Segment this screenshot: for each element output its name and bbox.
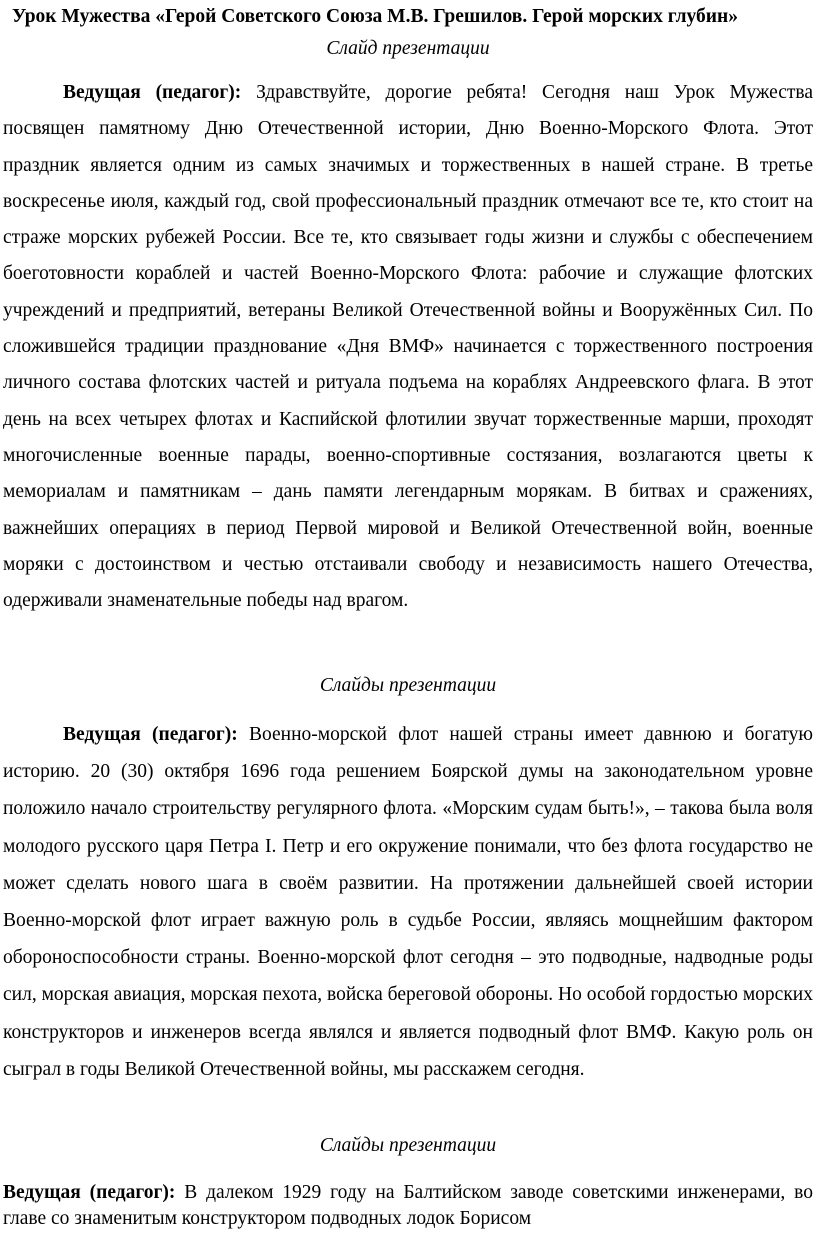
paragraph-1-text: Здравствуйте, дорогие ребята! Сегодня наш Урок Мужества посвящен памятному Дню Отечественной истории, Дню Военно-Морского Флота. Этот праздник является одним из самых значимых и торжественных в нашей стране. В третье воскресенье июля, каждый год, свой профессиональный праздник отмечают все те, кто стоит на страже морских рубежей России. Все те, кто связывает годы жизни и службы с обеспечением боеготовности кораблей и частей Военно-Морского Флота: рабочие и служащие флотских учреждений и предприятий, ветераны Великой Отечественной войны и Вооружённых Сил. По сложившейся традиции празднование «Дня ВМФ» начинается с торжественного построения личного состава флотских частей и ритуала подъема на кораблях Андреевского флага. В этот день на всех четырех флотах и Каспийской флотилии звучат торжественные марши, проходят многочисленные военные парады, военно-спортивные состязания, возлагаются цветы к мемориалам и памятникам – дань памяти легендарным морякам. В битвах и сражениях, важнейших операциях в период Первой мировой и Великой Отечественной войн, военные моряки с достоинством и честью отстаивали свободу и независимость нашего Отечества, одерживали знаменательные победы над врагом.: [3, 82, 813, 612]
slide-caption-2: Слайды презентации: [319, 675, 497, 696]
paragraph-1: [3, 75, 813, 619]
paragraph-3: [3, 1180, 813, 1232]
paragraph-2-text: Военно-морской флот нашей страны имеет давнюю и богатую историю. 20 (30) октября 1696 года решением Боярской думы на законодательном уровне положило начало строительству регулярного флота. «Морским судам быть!», – такова была воля молодого русского царя Петра I. Петр и его окружение понимали, что без флота государство не может сделать нового шага в своём развитии. На протяжении дальнейшей своей истории Военно-морской флот играет важную роль в судьбе России, являясь мощнейшим фактором обороноспособности страны. Военно-морской флот сегодня – это подводные, надводные роды сил, морская авиация, морская пехота, войска береговой обороны. Но особой гордостью морских конструкторов и инженеров всегда являлся и является подводный флот ВМФ. Какую роль он сыграл в годы Великой Отечественной войны, мы расскажем сегодня.: [3, 724, 813, 1080]
speaker-label: Ведущая (педагог):: [63, 724, 238, 745]
document-title: Урок Мужества «Герой Советского Союза М.В. Грешилов. Герой морских глубин»: [12, 6, 738, 27]
slide-caption-3: Слайды презентации: [319, 1135, 497, 1156]
slide-caption-1: Слайд презентации: [326, 38, 490, 59]
speaker-label: Ведущая (педагог):: [3, 1182, 176, 1203]
paragraph-2: [3, 716, 813, 1088]
speaker-label: Ведущая (педагог):: [63, 82, 242, 103]
paragraph-3-text: В далеком 1929 году на Балтийском заводе советскими инженерами, во главе со знаменитым конструктором подводных лодок Борисом: [3, 1182, 813, 1229]
